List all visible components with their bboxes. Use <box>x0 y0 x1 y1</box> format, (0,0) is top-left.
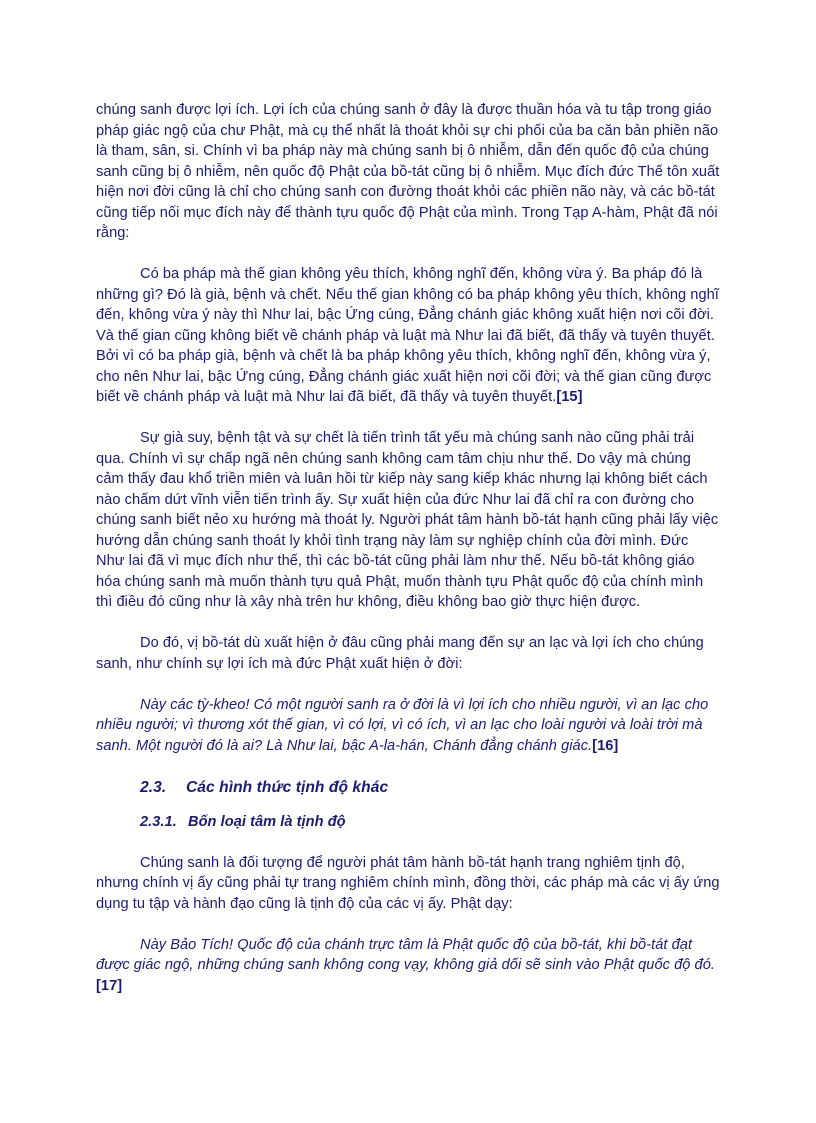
subsection-number: 2.3.1. <box>140 813 177 830</box>
section-heading-2-3 <box>96 778 720 799</box>
footnote-ref-15[interactable]: [15] <box>556 389 583 405</box>
quote-text: Này Bảo Tích! Quốc độ của chánh trực tâm là Phật quốc độ của bồ-tát, khi bồ-tát đạt được giác ngộ, những chúng sanh không cong vạy, không giả dối sẽ sinh vào Phật quốc độ đó. <box>96 936 715 973</box>
quote-text: Có ba pháp mà thế gian không yêu thích, không nghĩ đến, không vừa ý. Ba pháp đó là những gì? Đó là già, bệnh và chết. Nếu thế gian không có ba pháp không yêu thích, không nghĩ đến, không vừa ý này thì Như lai, bậc Ứng cúng, Đẳng chánh giác không xuất hiện nơi cõi đời. Và thế gian cũng không biết về chánh pháp và luật mà Như lai đã biết, đã thấy và tuyên thuyết. Bởi vì có ba pháp già, bệnh và chết là ba pháp không yêu thích, không nghĩ đến, không vừa ý, cho nên Như lai, bậc Ứng cúng, Đẳng chánh giác xuất hiện nơi cõi đời; và thế gian cũng được biết về chánh pháp và luật mà Như lai đã biết, đã thấy và tuyên thuyết. <box>96 266 719 405</box>
quote-bao-tich <box>96 935 720 997</box>
subsection-heading-2-3-1 <box>96 812 720 833</box>
paragraph-sentient-beings: Chúng sanh là đối tượng để người phát tâm hành bồ-tát hạnh trang nghiêm tịnh độ, nhưng chính vị ấy cũng phải tự trang nghiêm chính mình, đồng thời, các pháp mà các vị ấy ứng dụng tu tập và hành đạo cũng là tịnh độ của các vị ấy. Phật dạy: <box>96 854 720 912</box>
paragraph-aging: Sự già suy, bệnh tật và sự chết là tiến trình tất yếu mà chúng sanh nào cũng phải trải qua. Chính vì sự chấp ngã nên chúng sanh không cam tâm chịu như thế. Do vậy mà chúng cảm thấy đau khổ triền miên và luân hồi từ kiếp này sang kiếp khác nhưng lại không biết cách nào chấm dứt vĩnh viễn tiến trình ấy. Sự xuất hiện của đức Như lai đã chỉ ra con đường cho chúng sanh biết nẻo xu hướng mà thoát ly. Người phát tâm hành bồ-tát hạnh cũng phải lấy việc hướng dẫn chúng sanh thoát ly khỏi tình trạng này làm sự nghiệp chính của đời mình. Đức Như lai đã vì mục đích như thế, thì các bồ-tát cũng phải làm như thế. Nếu bồ-tát không giáo hóa chúng sanh mà muốn thành tựu quả Phật, muốn thành tựu Phật quốc độ của chính mình thì điều đó cũng như là xây nhà trên hư không, điều không bao giờ thực hiện được. <box>96 430 719 610</box>
footnote-ref-16[interactable]: [16] <box>592 737 619 754</box>
section-title: Các hình thức tịnh độ khác <box>186 779 389 796</box>
quote-bhikkhu <box>96 695 720 757</box>
quote-tap-a-ham <box>96 264 720 408</box>
footnote-ref-17[interactable]: [17] <box>96 977 123 994</box>
quote-text: Này các tỳ-kheo! Có một người sanh ra ở đời là vì lợi ích cho nhiều người, vì an lạc cho nhiều người; vì thương xót thế gian, vì có lợi, vì có ích, vì an lạc cho loài người và loài trời mà sanh. Một người đó là ai? Là Như lai, bậc A-la-hán, Chánh đẳng chánh giác. <box>96 696 709 754</box>
document-page <box>96 100 720 996</box>
section-number: 2.3. <box>140 779 167 796</box>
subsection-title: Bốn loại tâm là tịnh độ <box>188 813 346 830</box>
paragraph-intro: chúng sanh được lợi ích. Lợi ích của chúng sanh ở đây là được thuần hóa và tu tập trong giáo pháp giác ngộ của chư Phật, mà cụ thể nhất là thoát khỏi sự chi phối của ba căn bản phiền não là tham, sân, si. Chính vì ba pháp này mà chúng sanh bị ô nhiễm, dẫn đến quốc độ của chúng sanh cũng bị ô nhiễm, nên quốc độ Phật của bồ-tát cũng bị ô nhiễm. Mục đích đức Thế tôn xuất hiện nơi đời cũng là chỉ cho chúng sanh con đường thoát khỏi các phiền não này, và các bồ-tát cũng tiếp nối mục đích này để thành tựu quốc độ Phật của mình. Trong Tạp A-hàm, Phật đã nói rằng: <box>96 102 720 241</box>
paragraph-bodhisattva: Do đó, vị bồ-tát dù xuất hiện ở đâu cũng phải mang đến sự an lạc và lợi ích cho chúng sanh, như chính sự lợi ích mà đức Phật xuất hiện ở đời: <box>96 635 704 672</box>
